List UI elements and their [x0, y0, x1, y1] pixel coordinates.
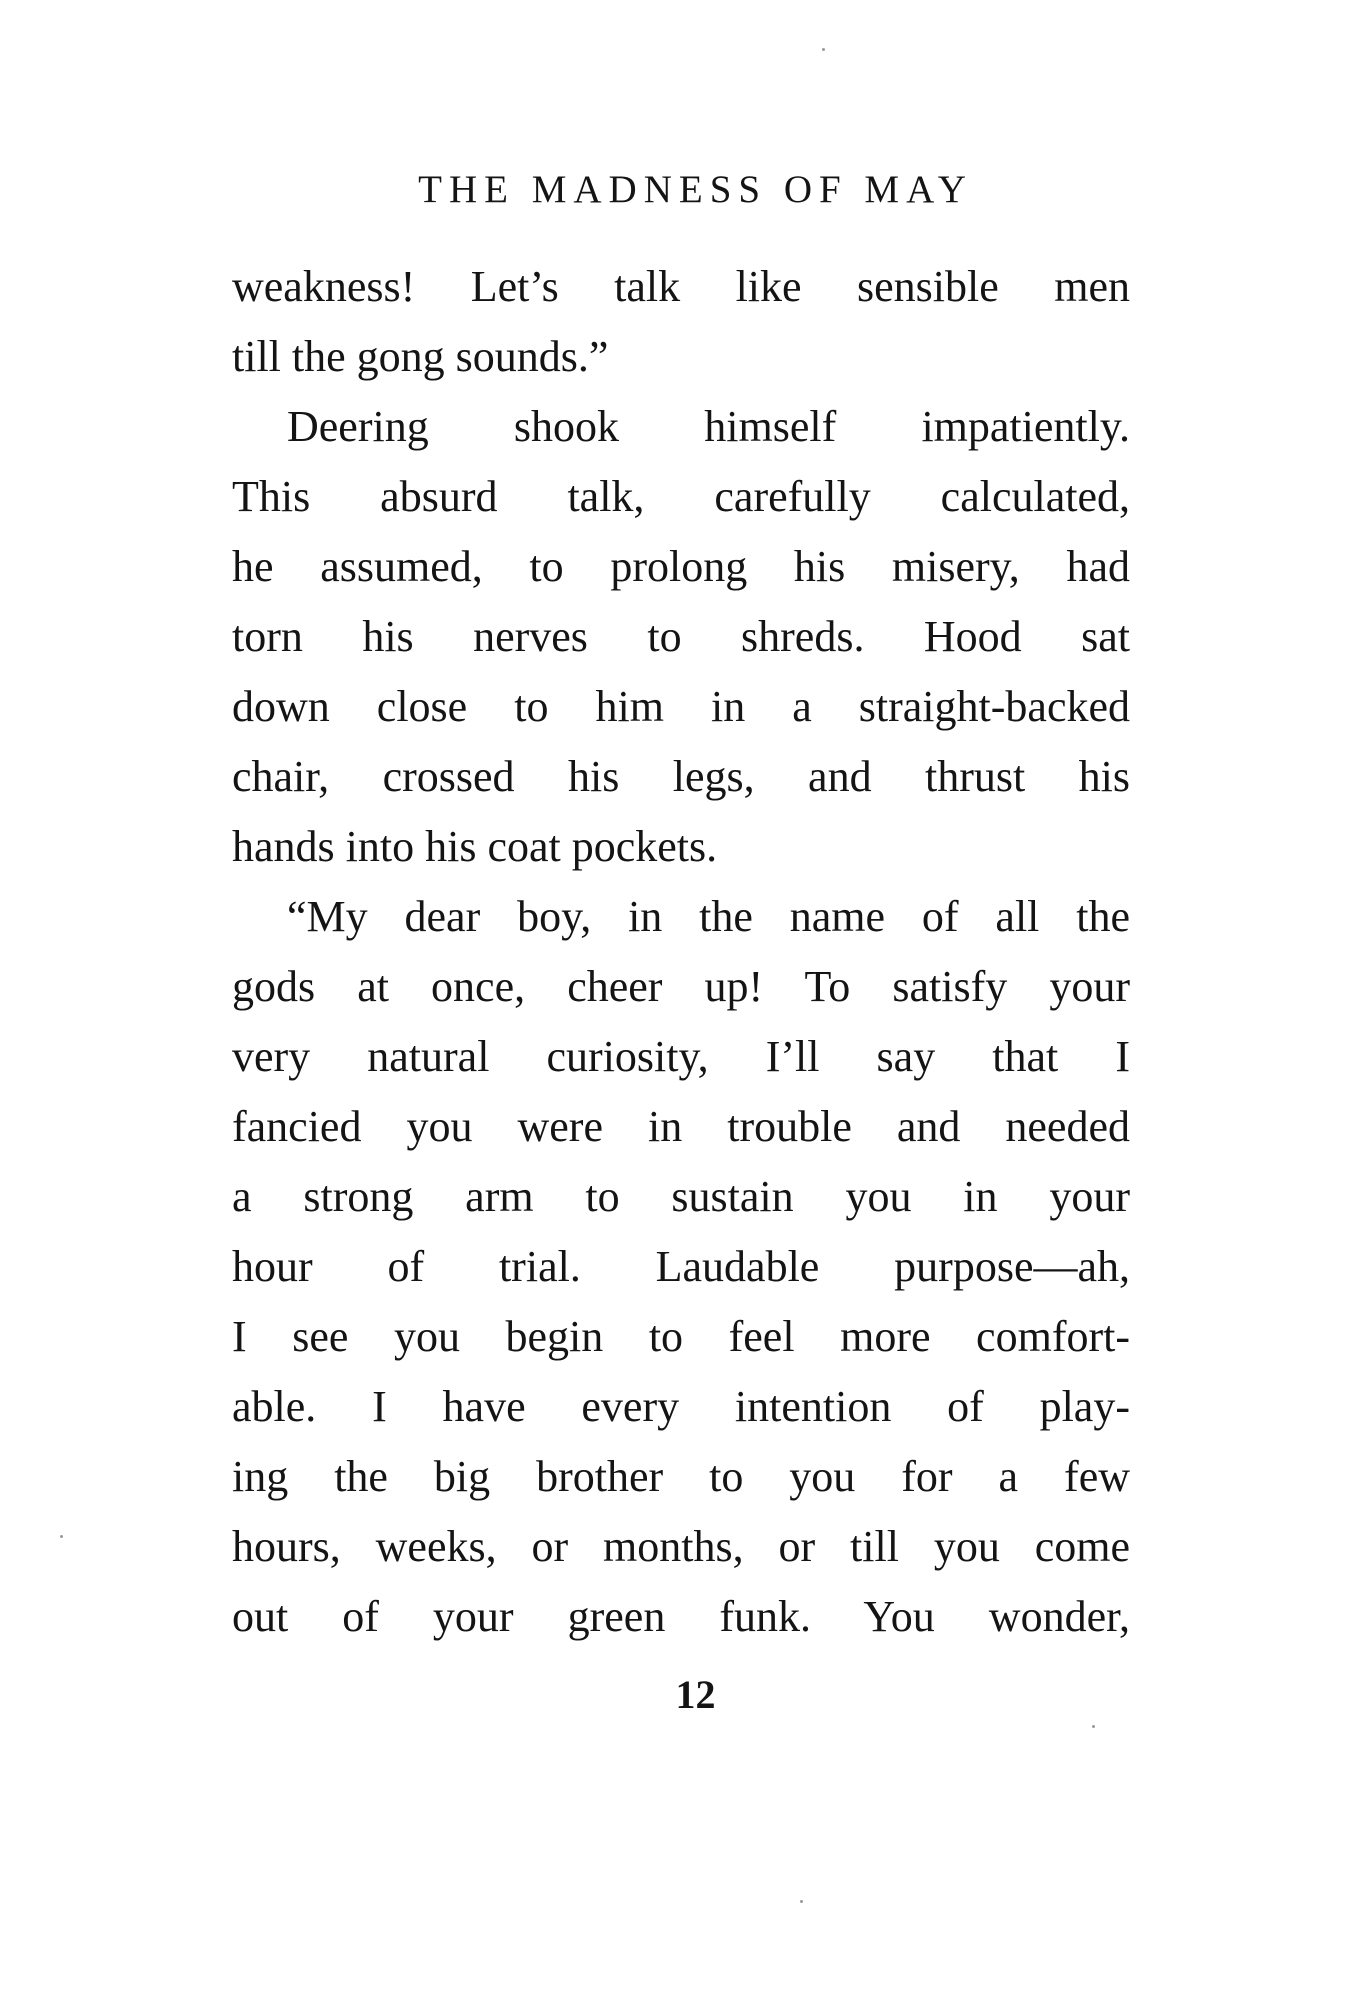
text-line: fancied you were in trouble and needed — [232, 1102, 1130, 1151]
text-line: I see you begin to feel more comfort- — [232, 1312, 1130, 1361]
text-line: ing the big brother to you for a few — [232, 1452, 1130, 1501]
paper-speck — [1092, 1725, 1095, 1728]
text-line: out of your green funk. You wonder, — [232, 1592, 1130, 1641]
page-number: 12 — [675, 1672, 716, 1717]
paper-speck — [800, 1900, 803, 1903]
text-line: able. I have every intention of play- — [232, 1382, 1130, 1431]
text-line: gods at once, cheer up! To satisfy your — [232, 962, 1130, 1011]
running-head: THE MADNESS OF MAY — [418, 168, 973, 211]
text-line: Deering shook himself impatiently. — [287, 402, 1130, 451]
text-line: he assumed, to prolong his misery, had — [232, 542, 1130, 591]
text-line: down close to him in a straight-backed — [232, 682, 1130, 731]
text-line: weakness! Let’s talk like sensible men — [232, 262, 1130, 311]
text-line: hours, weeks, or months, or till you come — [232, 1522, 1130, 1571]
text-line: hour of trial. Laudable purpose—ah, — [232, 1242, 1130, 1291]
body-text — [232, 252, 1130, 1652]
text-line: “My dear boy, in the name of all the — [287, 892, 1130, 941]
text-line: This absurd talk, carefully calculated, — [232, 472, 1130, 521]
text-line: a strong arm to sustain you in your — [232, 1172, 1130, 1221]
text-line: torn his nerves to shreds. Hood sat — [232, 612, 1130, 661]
text-line: very natural curiosity, I’ll say that I — [232, 1032, 1130, 1081]
text-line: hands into his coat pockets. — [232, 822, 718, 871]
paper-speck — [60, 1535, 63, 1538]
text-line: chair, crossed his legs, and thrust his — [232, 752, 1130, 801]
paper-speck — [822, 48, 825, 51]
text-line: till the gong sounds.” — [232, 332, 609, 381]
